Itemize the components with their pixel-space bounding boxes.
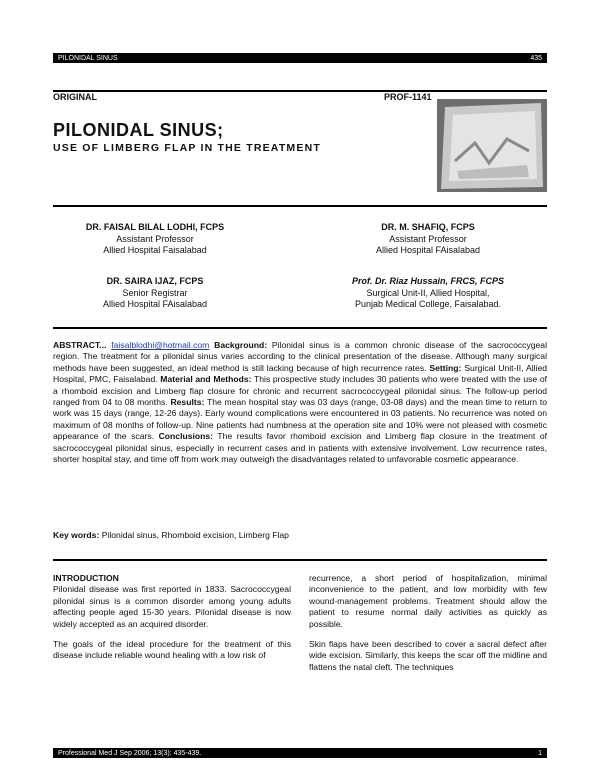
author-block [60,276,250,311]
body-paragraph: Pilonidal disease was first reported in 1833. Sacrococcygeal pilonidal sinus is a common disorder among young adults affecting people aged 15-30 years. Pilonidal disease is now widely accepted as an acquired disorder. [53,584,291,629]
author-block [60,222,250,257]
setting-label: Setting: [429,362,462,373]
body-column-left [53,573,291,671]
article-code: PROF-1141 [384,92,432,102]
author-affiliation: Allied Hospital FAisalabad [375,245,481,255]
author-block [333,222,523,257]
header-rule [53,90,547,92]
body-paragraph: recurrence, a short period of hospitalization, minimal inconvenience to the patient, and low morbidity with few wound-management problems. Treatment should allow the patient to resume normal daily activities as quickly as possible. [309,573,547,629]
body-paragraph: The goals of the ideal procedure for the treatment of this disease include reliable wound healing with a low risk of [53,639,291,661]
paper-subtitle: USE OF LIMBERG FLAP IN THE TREATMENT [53,142,321,154]
article-photo [437,99,547,192]
setting-text: Surgical Unit-II, Allied Hospital, PMC, Faisalabad. [53,362,548,385]
author-name: DR. M. SHAFIQ, FCPS [381,222,475,232]
author-name: DR. SAIRA IJAZ, FCPS [106,276,204,286]
paper-title: PILONIDAL SINUS; [53,120,224,140]
section-heading: INTRODUCTION [53,573,119,583]
abstract [53,340,547,465]
results-label: Results: [170,397,205,408]
body-paragraph: Skin flaps have been described to cover a sacral defect after wide excision. Similarly, this keeps the scar off the midline and flattens the natal cleft. The techniques [309,639,547,672]
running-title: PILONIDAL SINUS [58,54,118,62]
author-name: DR. FAISAL BILAL LODHI, FCPS [85,222,225,232]
body-rule [53,559,547,561]
keywords-label: Key words: [53,530,100,540]
article-type: ORIGINAL [53,92,97,102]
methods-text: This prospective study includes 30 patients who were treated with the use of a rhomboid excision and Limberg flap closure for chronic and recurrent sacrococcygeal pilonidal sinus. The follow-up period ranged from 04 to 08 months. [53,374,548,408]
title-rule [53,205,547,207]
running-header [53,53,547,63]
abstract-rule [53,327,547,329]
abstract-lead: ABSTRACT... [53,340,107,350]
keywords [53,530,547,541]
author-affiliation: Allied Hospital FAisalabad [102,299,208,309]
author-affiliation: Allied Hospital Faisalabad [103,245,207,255]
background-label: Background: [214,340,268,350]
journal-page-number: 435 [530,54,542,62]
author-block [333,276,523,311]
author-position: Senior Registrar [122,287,188,298]
author-position: Surgical Unit-II, Allied Hospital, [366,287,490,298]
results-text: The mean hospital stay was 03 days (range, 03-08 days) and the mean time to return to work was 15 days (range, 12-26 days). Early wound complications were encountered in 03 patients. No recurrence was noted on maximum of 08 months of follow-up. Nine patients had numbness at the operation site and 10% were not pleased with cosmetic appearance of the scars. [53,397,548,442]
conclusions-label: Conclusions: [158,431,214,442]
author-position: Assistant Professor [116,233,194,244]
keywords-text: Pilonidal sinus, Rhomboid excision, Limberg Flap [101,530,289,540]
body-column-right [309,573,547,682]
author-position: Assistant Professor [389,233,467,244]
running-footer [53,748,547,758]
author-email-link[interactable]: faisalblodhi@hotmail.com [111,340,210,350]
author-name: Prof. Dr. Riaz Hussain, FRCS, FCPS [351,276,505,286]
conclusions-text: The results favor rhomboid excision and Limberg flap closure in the treatment of sacrococcygeal pilonidal sinus, especially in recurrent cases and in patients with extensive involvement. Low recurrence rates, shorter hospital stay, and time off from work may outweigh the disadvantages related to unfavorable cosmetic appearance. [53,431,548,465]
background-text: Pilonidal sinus is a common chronic disease of the sacrococcygeal region. The treatment for a pilonidal sinus varies according to the clinical presentation of the disease. Although many surgical methods have been suggested, an ideal method is still lacking because of high recurrence rates. [53,340,548,373]
citation: Professional Med J Sep 2006; 13(3): 435-439. [58,749,202,757]
author-affiliation: Punjab Medical College, Faisalabad. [354,299,502,309]
methods-label: Material and Methods: [160,374,252,385]
page-number: 1 [538,749,542,757]
